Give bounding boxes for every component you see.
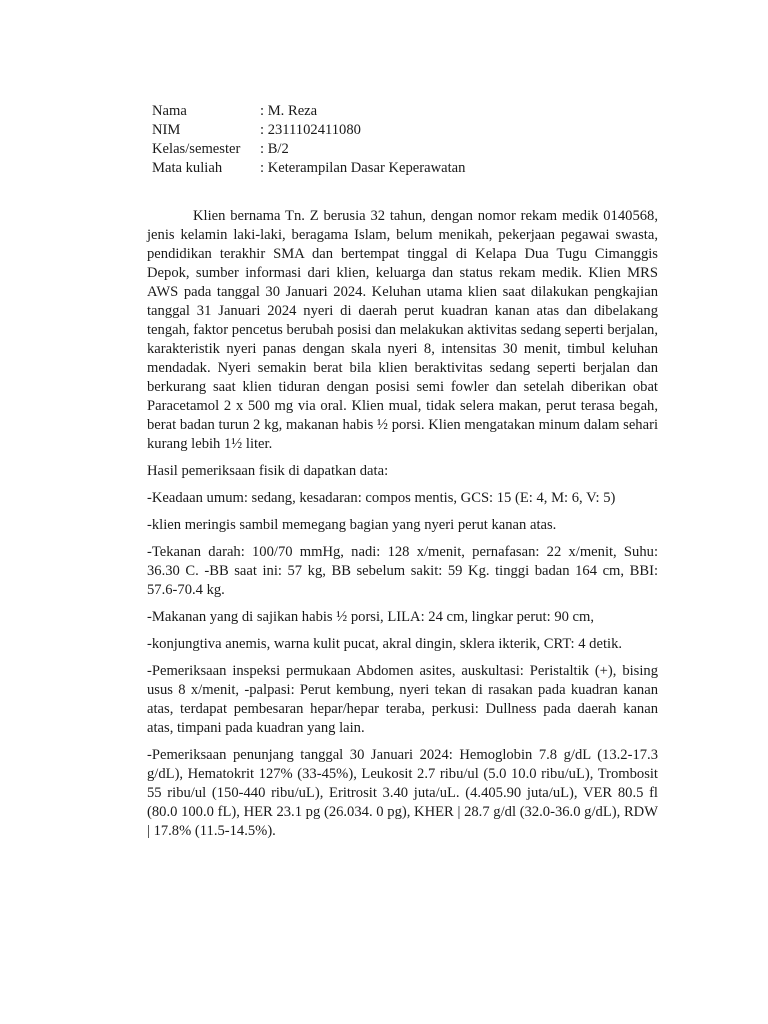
paragraph-vital-signs: -Tekanan darah: 100/70 mmHg, nadi: 128 x/menit, pernafasan: 22 x/menit, Suhu: 36.30 C. -BB saat ini: 57 kg, BB sebelum sakit: 59 Kg. tinggi badan 164 cm, BBI: 57.6-70.4 kg. xyxy=(147,544,658,598)
paragraph-lab-results: -Pemeriksaan penunjang tanggal 30 Januari 2024: Hemoglobin 7.8 g/dL (13.2-17.3 g/dL), Hematokrit 127% (33-45%), Leukosit 2.7 ribu/ul (5.0 10.0 ribu/uL), Trombosit 55 ribu/ul (150-440 ribu/uL), Eritrosit 3.40 juta/uL. (4.405.90 juta/uL), VER 80.5 fl (80.0 100.0 fL), HER 23.1 pg (26.034. 0 pg), KHER | 28.7 g/dl (32.0-36.0 g/dL), RDW | 17.8% (11.5-14.5%). xyxy=(147,747,658,839)
info-value: : B/2 xyxy=(260,141,289,157)
info-value: : M. Reza xyxy=(260,103,318,119)
info-row-class xyxy=(152,140,465,159)
info-row-name xyxy=(152,102,465,121)
paragraph-conjunctiva: -konjungtiva anemis, warna kulit pucat, akral dingin, sklera ikterik, CRT: 4 detik. xyxy=(147,636,623,652)
student-info-table xyxy=(152,102,465,178)
info-value: : 2311102411080 xyxy=(260,122,361,138)
info-row-nim xyxy=(152,121,465,140)
paragraph-exam-intro: Hasil pemeriksaan fisik di dapatkan data: xyxy=(147,463,389,479)
info-label: Kelas/semester xyxy=(152,141,241,157)
paragraph-case-description: Klien bernama Tn. Z berusia 32 tahun, dengan nomor rekam medik 0140568, jenis kelamin laki-laki, beragama Islam, belum menikah, pekerjaan pegawai swasta, pendidikan terakhir SMA dan bertempat tinggal di Kelapa Dua Tugu Cimanggis Depok, sumber informasi dari klien, keluarga dan status rekam medik. Klien MRS AWS pada tanggal 30 Januari 2024. Keluhan utama klien saat dilakukan pengkajian tanggal 31 Januari 2024 nyeri di daerah perut kuadran kanan atas dan dibelakang tengah, faktor pencetus berubah posisi dan melakukan aktivitas sedang seperti berjalan, karakteristik nyeri panas dengan skala nyeri 8, intensitas 30 menit, timbul keluhan mendadak. Nyeri semakin berat bila klien beraktivitas sedang seperti berjalan dan berkurang saat klien tiduran dengan posisi semi fowler dan setelah diberikan obat Paracetamol 2 x 500 mg via oral. Klien mual, tidak selera makan, perut terasa begah, berat badan turun 2 kg, makanan habis ½ porsi. Klien mengatakan minum dalam sehari kurang lebih 1½ liter. xyxy=(147,208,658,452)
paragraph-abdomen-exam: -Pemeriksaan inspeksi permukaan Abdomen asites, auskultasi: Peristaltik (+), bising usus 8 x/menit, -palpasi: Perut kembung, nyeri tekan di rasakan pada kuadran kanan atas, terdapat pembesaran hepar/hepar teraba, perkusi: Dullness pada daerah kanan atas, timpani pada kuadran yang lain. xyxy=(147,663,658,736)
document-body xyxy=(147,207,658,849)
info-label: Nama xyxy=(152,103,187,119)
info-value: : Keterampilan Dasar Keperawatan xyxy=(260,160,466,176)
paragraph-nutrition: -Makanan yang di sajikan habis ½ porsi, LILA: 24 cm, lingkar perut: 90 cm, xyxy=(147,609,595,625)
info-row-course xyxy=(152,159,465,178)
paragraph-general-condition: -Keadaan umum: sedang, kesadaran: compos mentis, GCS: 15 (E: 4, M: 6, V: 5) xyxy=(147,490,616,506)
paragraph-grimace: -klien meringis sambil memegang bagian yang nyeri perut kanan atas. xyxy=(147,517,557,533)
info-label: Mata kuliah xyxy=(152,160,223,176)
info-label: NIM xyxy=(152,122,181,138)
